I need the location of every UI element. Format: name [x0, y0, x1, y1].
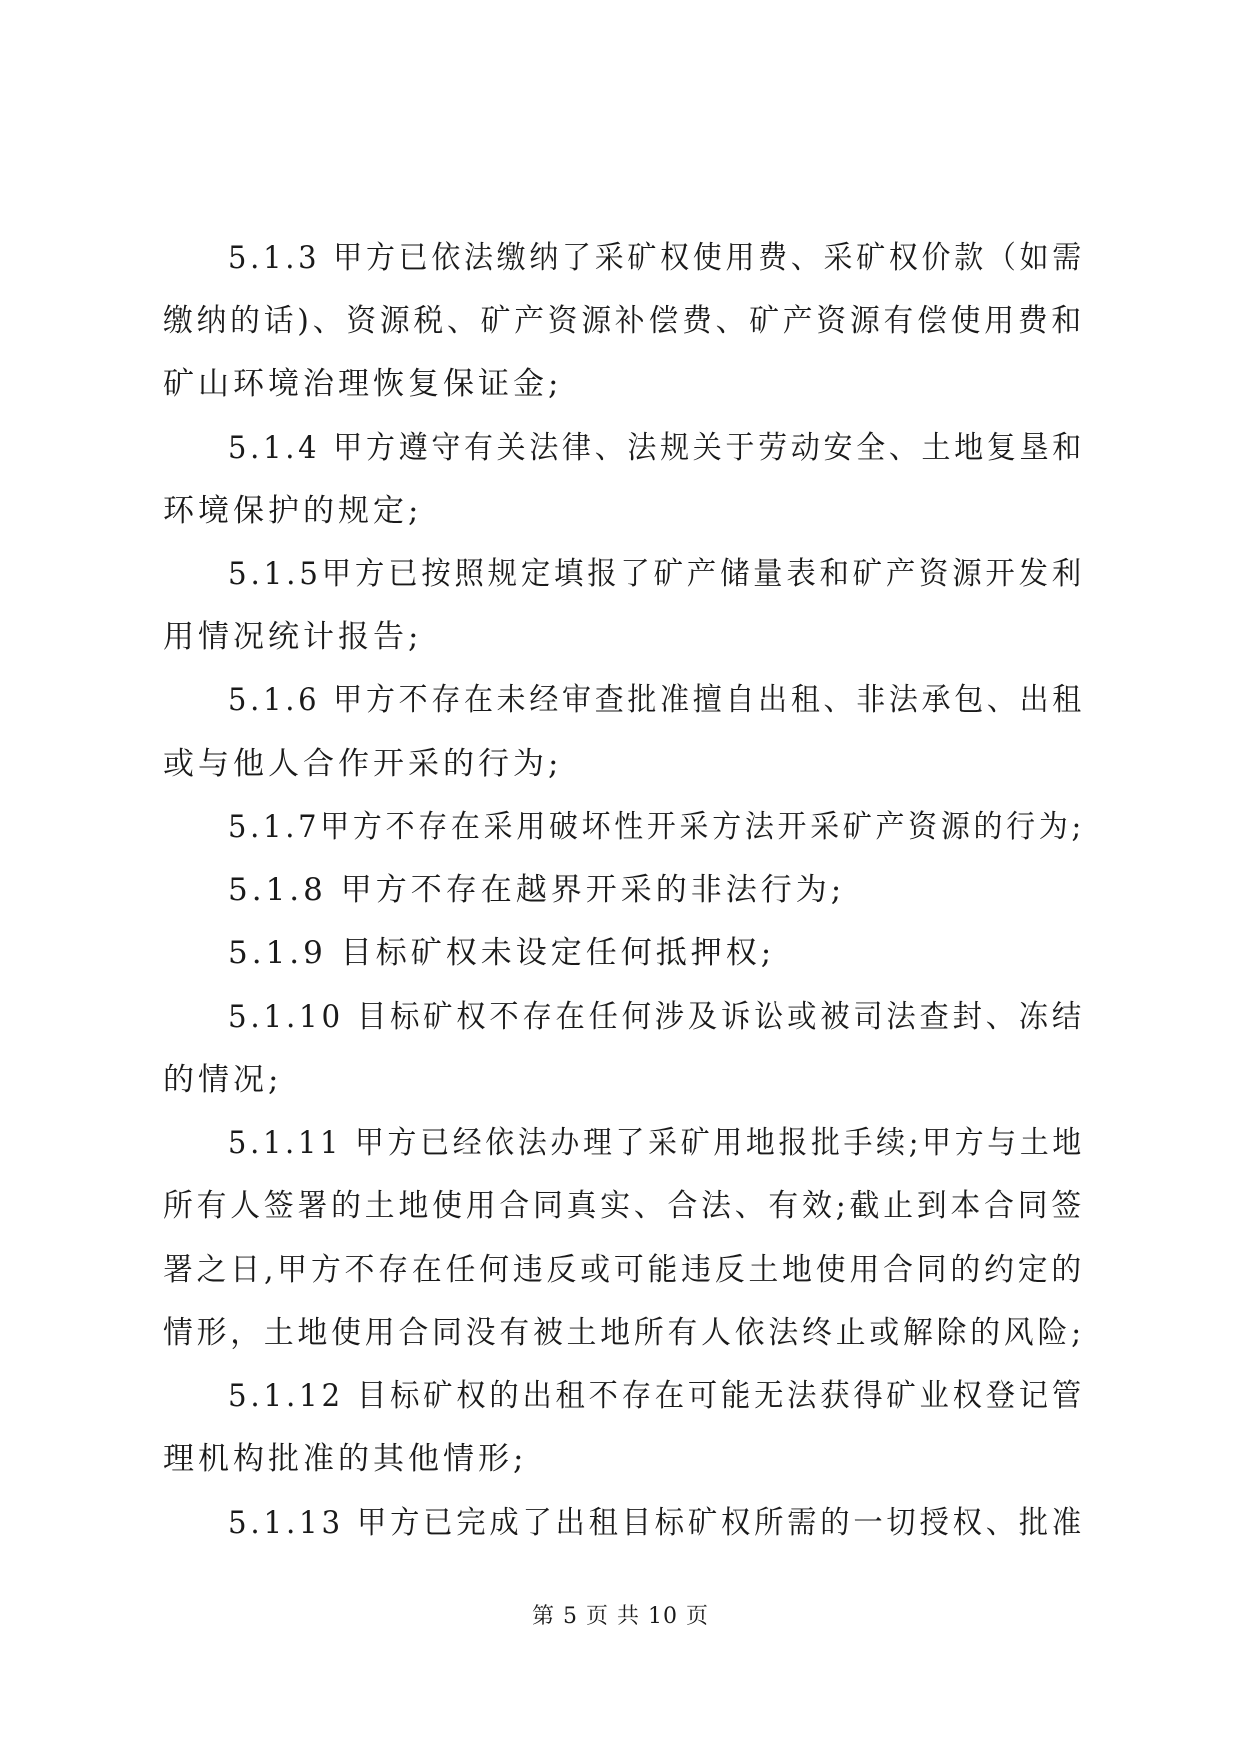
- text-line: 5.1.10 目标矿权不存在任何涉及诉讼或被司法查封、冻结: [228, 999, 1085, 1035]
- text-line: 5.1.3 甲方已依法缴纳了采矿权使用费、采矿权价款（如需: [228, 240, 1085, 276]
- text-line: 署之日,甲方不存在任何违反或可能违反土地使用合同的约定的: [163, 1252, 1086, 1288]
- text-line: 的情况;: [163, 1062, 283, 1098]
- text-line: 5.1.7甲方不存在采用破坏性开采方法开采矿产资源的行为;: [228, 809, 1085, 845]
- text-line: 5.1.8 甲方不存在越界开采的非法行为;: [228, 872, 846, 908]
- text-line: 所有人签署的土地使用合同真实、合法、有效;截止到本合同签: [163, 1188, 1086, 1224]
- text-line: 5.1.9 目标矿权未设定任何抵押权;: [228, 935, 776, 971]
- text-line: 5.1.5甲方已按照规定填报了矿产储量表和矿产资源开发利: [228, 556, 1085, 592]
- text-line: 情形，土地使用合同没有被土地所有人依法终止或解除的风险;: [163, 1315, 1086, 1351]
- text-line: 5.1.11 甲方已经依法办理了采矿用地报批手续;甲方与土地: [228, 1125, 1085, 1161]
- text-line: 用情况统计报告;: [163, 619, 423, 655]
- page-number-footer: 第 5 页 共 10 页: [532, 1604, 709, 1629]
- text-line: 5.1.6 甲方不存在未经审查批准擅自出租、非法承包、出租: [228, 682, 1085, 718]
- text-line: 理机构批准的其他情形;: [163, 1441, 528, 1477]
- text-line: 5.1.4 甲方遵守有关法律、法规关于劳动安全、土地复垦和: [228, 430, 1085, 466]
- text-line: 矿山环境治理恢复保证金;: [163, 366, 563, 402]
- text-line: 缴纳的话)、资源税、矿产资源补偿费、矿产资源有偿使用费和: [163, 303, 1085, 339]
- text-line: 5.1.13 甲方已完成了出租目标矿权所需的一切授权、批准: [228, 1505, 1085, 1541]
- text-line: 环境保护的规定;: [163, 493, 423, 529]
- text-line: 或与他人合作开采的行为;: [163, 746, 563, 782]
- text-line: 5.1.12 目标矿权的出租不存在可能无法获得矿业权登记管: [228, 1378, 1085, 1414]
